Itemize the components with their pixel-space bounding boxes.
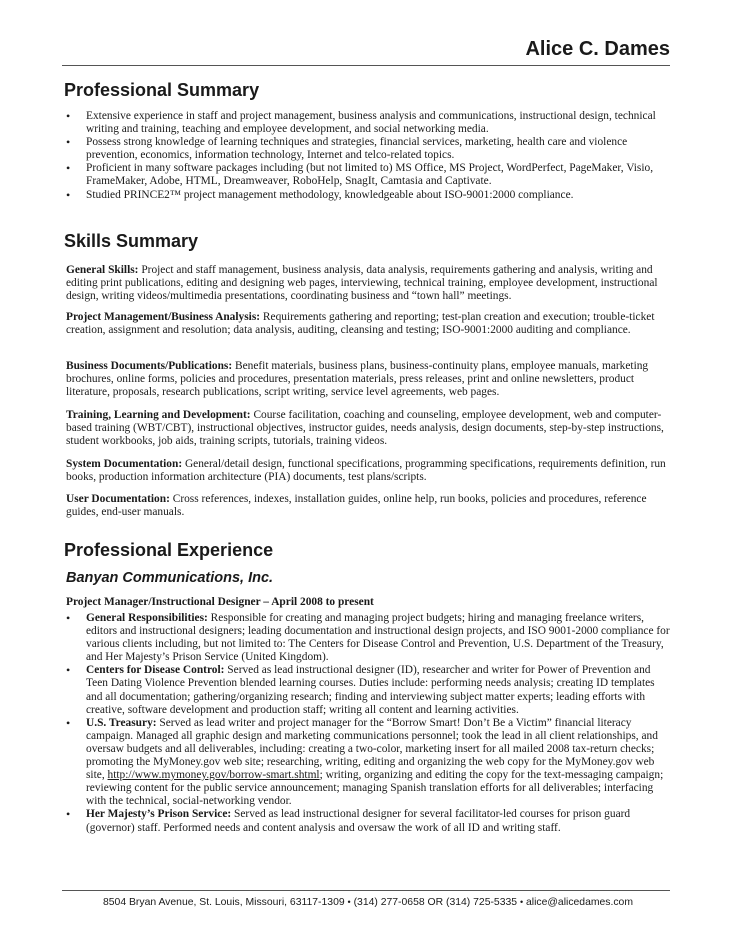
skill-system-documentation bbox=[66, 458, 672, 484]
experience-item bbox=[66, 717, 672, 809]
footer-rule bbox=[62, 890, 670, 891]
skills-heading: Skills Summary bbox=[64, 231, 199, 251]
summary-item: • Proficient in many software packages including (but not limited to) MS Office, MS Project, WordPerfect, PageMaker, Visio, FrameMaker, Adobe, HTML, Dreamweaver, RoboHelp, SnagIt, Camtasia and Captivate. bbox=[66, 162, 672, 188]
skill-label: System Documentation: bbox=[66, 458, 183, 470]
company-name: Banyan Communications, Inc. bbox=[66, 570, 274, 586]
experience-label: General Responsibilities: bbox=[86, 612, 208, 624]
summary-list bbox=[66, 110, 672, 202]
skill-label: Project Management/Business Analysis: bbox=[66, 311, 261, 323]
summary-item: • Possess strong knowledge of learning techniques and strategies, financial services, marketing, health care and violence prevention, economics, information technology, Internet and telco-related topics. bbox=[66, 136, 672, 162]
skill-text: Requirements gathering and reporting; test-plan creation and execution; trouble-ticket creation, assignment and resolution; data analysis, auditing, cleansing and testing; ISO-9001:2000 auditing and compliance. bbox=[66, 311, 655, 337]
experience-text: Served as lead instructional designer for several facilitator-led courses for prison guard (governor) staff. Performed needs and content analysis and oversaw the work of all ID and writing staff. bbox=[86, 808, 631, 834]
skill-text: General/detail design, functional specifications, programming specifications, requirements definition, run books, production information architecture (PIA) documents, test plans/scripts. bbox=[66, 458, 666, 484]
borrow-smart-link[interactable]: http://www.mymoney.gov/borrow-smart.shtml bbox=[107, 769, 320, 782]
skill-text: Course facilitation, coaching and counseling, employee development, web and computer-based training (WBT/CBT), instructional objectives, instructor guides, needs analysis, design documents, step-by-step instructions, student workbooks, job aids, training scripts, tutorials, training videos. bbox=[66, 409, 664, 448]
skill-text: Cross references, indexes, installation guides, online help, run books, policies and procedures, reference guides, end-user manuals. bbox=[66, 493, 647, 519]
summary-item: • Studied PRINCE2™ project management methodology, knowledgeable about ISO-9001:2000 compliance. bbox=[66, 189, 672, 202]
experience-item bbox=[66, 612, 672, 664]
footer-address: 8504 Bryan Avenue, St. Louis, Missouri, 63117-1309 bbox=[102, 897, 345, 908]
experience-item bbox=[66, 808, 672, 834]
skill-text: Project and staff management, business analysis, data analysis, requirements gathering and analysis, writing and editing print publications, editing and designing web pages, interviewing, technical training, employee development, instructional design, writing videos/multimedia presentations, coordinating business and “town hall” meetings. bbox=[66, 264, 658, 303]
experience-text-after: ; writing, organizing and editing the copy for the text-messaging campaign; reviewing content for the public service announcement; managing Spanish translation efforts for all deliverables; interfacing with the technical, social-networking vendor. bbox=[86, 769, 664, 808]
skill-business-documents bbox=[66, 360, 672, 399]
summary-item: • Extensive experience in staff and project management, business analysis and communications, instructional design, technical writing and training, teaching and employee development, and social networking media. bbox=[66, 110, 672, 136]
footer-phones: (314) 277-0658 OR (314) 725-5335 bbox=[353, 897, 518, 908]
skill-label: User Documentation: bbox=[66, 493, 170, 505]
experience-list bbox=[66, 612, 672, 835]
skill-user-documentation bbox=[66, 493, 672, 519]
experience-text: Served as lead instructional designer (ID), researcher and writer for Power of Prevention and Teen Dating Violence Prevention blended learning courses. Duties include: performing needs analysis; creating ID templates and all documentation; gathering/organizing research; finding and interviewing subject matter experts; leading efforts with creative, software development and production staff; writing all content and learning activities. bbox=[86, 664, 655, 716]
skill-label: Training, Learning and Development: bbox=[66, 409, 251, 421]
skill-training bbox=[66, 409, 672, 448]
experience-text: Responsible for creating and managing project budgets; hiring and managing freelance writers, editors and instructional designers; leading documentation and instructional design projects, and ISO 9001-2000 compliance for various clients including, but not limited to: The Centers for Disease Control and Prevention, U.S. Department of the Treasury, and Her Majesty’s Prison Service (United Kingdom). bbox=[86, 612, 670, 664]
footer-separator: • bbox=[347, 897, 351, 907]
experience-heading: Professional Experience bbox=[64, 540, 274, 560]
summary-heading: Professional Summary bbox=[64, 80, 260, 100]
candidate-name: Alice C. Dames bbox=[525, 38, 670, 60]
experience-item bbox=[66, 664, 672, 716]
experience-label: Centers for Disease Control: bbox=[86, 664, 225, 677]
experience-label: Her Majesty’s Prison Service: bbox=[86, 808, 232, 821]
skill-label: General Skills: bbox=[66, 264, 139, 276]
skill-label: Business Documents/Publications: bbox=[66, 360, 233, 372]
job-title: Project Manager/Instructional Designer – April 2008 to present bbox=[66, 596, 374, 608]
skill-general bbox=[66, 264, 672, 303]
experience-label: U.S. Treasury: bbox=[86, 716, 157, 729]
header-rule bbox=[62, 65, 670, 66]
experience-text: Served as lead writer and project manager for the “Borrow Smart! Don’t Be a Victim” financial literacy campaign. Managed all graphic design and marketing communications personnel; took the lead in all client relationships, and oversaw budgets and all deliverables, including: creating a two-color, marketing insert for all mailed 2008 tax-return checks; promoting the MyMoney.gov web site; researching, writing, editing and organizing the web copy for the MyMoney.gov web site, bbox=[86, 716, 658, 782]
skill-project-management bbox=[66, 311, 672, 337]
contact-footer bbox=[0, 897, 736, 908]
footer-email[interactable]: alice@alicedames.com bbox=[526, 897, 633, 908]
footer-separator: • bbox=[519, 897, 524, 907]
skill-text: Benefit materials, business plans, business-continuity plans, employee manuals, marketing brochures, online forms, policies and procedures, presentation materials, press releases, print and online newsletters, product literature, proposals, research publications, script writing, service level agreements, web pages. bbox=[66, 360, 649, 399]
